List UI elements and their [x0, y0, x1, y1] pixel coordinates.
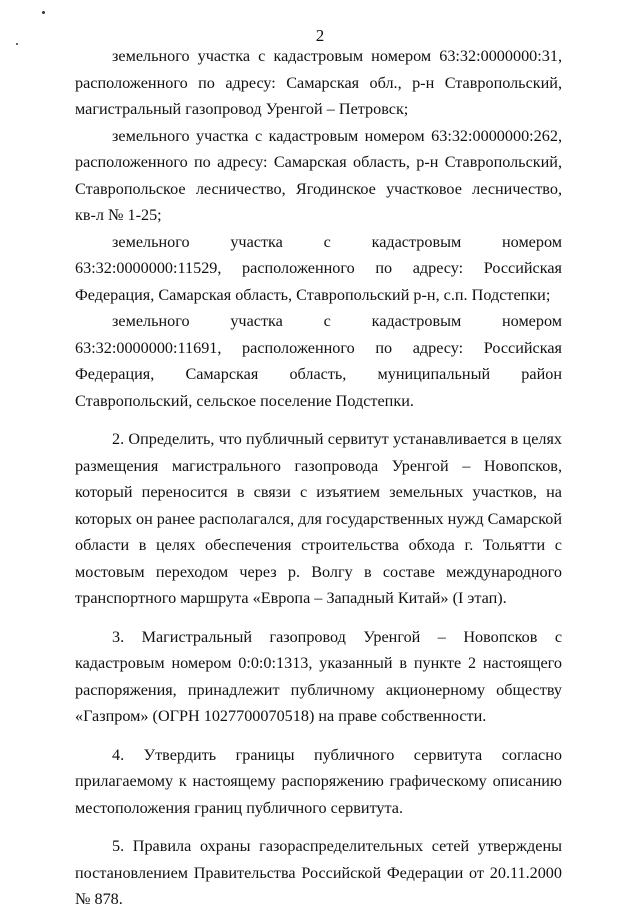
land-plot-item: земельного участка с кадастровым номером 63:32:0000000:262, расположенного по адресу: Самарская область, р-н Ставропольский, Ставропольское лесничество, Ягодинское участковое лесничество, кв-л № 1-25; [75, 126, 562, 224]
clause-4: 4. Утвердить границы публичного сервитута согласно прилагаемому к настоящему распоряжению графическому описанию местоположения границ публичного сервитута. [75, 745, 562, 817]
land-plot-item: земельного участка с кадастровым номером 63:32:0000000:11529, расположенного по адресу: Российская Федерация, Самарская область, Ставропольский р-н, с.п. Подстепки; [75, 232, 562, 304]
clause-3: 3. Магистральный газопровод Уренгой – Новопсков с кадастровым номером 0:0:0:1313, указанный в пункте 2 настоящего распоряжения, принадлежит публичному акционерному обществу «Газпром» (ОГРН 1027700070518) на праве собственности. [75, 627, 562, 725]
clause-5: 5. Правила охраны газораспределительных сетей утверждены постановлением Правительства Российской Федерации от 20.11.2000 № 878. [75, 837, 562, 908]
scan-speck [42, 11, 45, 14]
land-plot-item: земельного участка с кадастровым номером 63:32:0000000:31, расположенного по адресу: Самарская обл., р-н Ставропольский, магистральный газопровод Уренгой – Петровск; [75, 47, 562, 118]
clause-2: 2. Определить, что публичный сервитут устанавливается в целях размещения магистрального газопровода Уренгой – Новопсков, который переносится в связи с изъятием земельных участков, на которых он ранее располагался, для государственных нужд Самарской области в целях обеспечения строительства обхода г. Тольятти с мостовым переходом через р. Волгу в составе международного транспортного маршрута «Европа – Западный Китай» (I этап). [75, 430, 563, 607]
page-number: 2 [315, 26, 325, 45]
document-body [75, 43, 562, 913]
land-plot-item: земельного участка с кадастровым номером 63:32:0000000:11691, расположенного по адресу: Российская Федерация, Самарская область, муниципальный район Ставропольский, сельское поселение Подстепки. [75, 312, 562, 410]
